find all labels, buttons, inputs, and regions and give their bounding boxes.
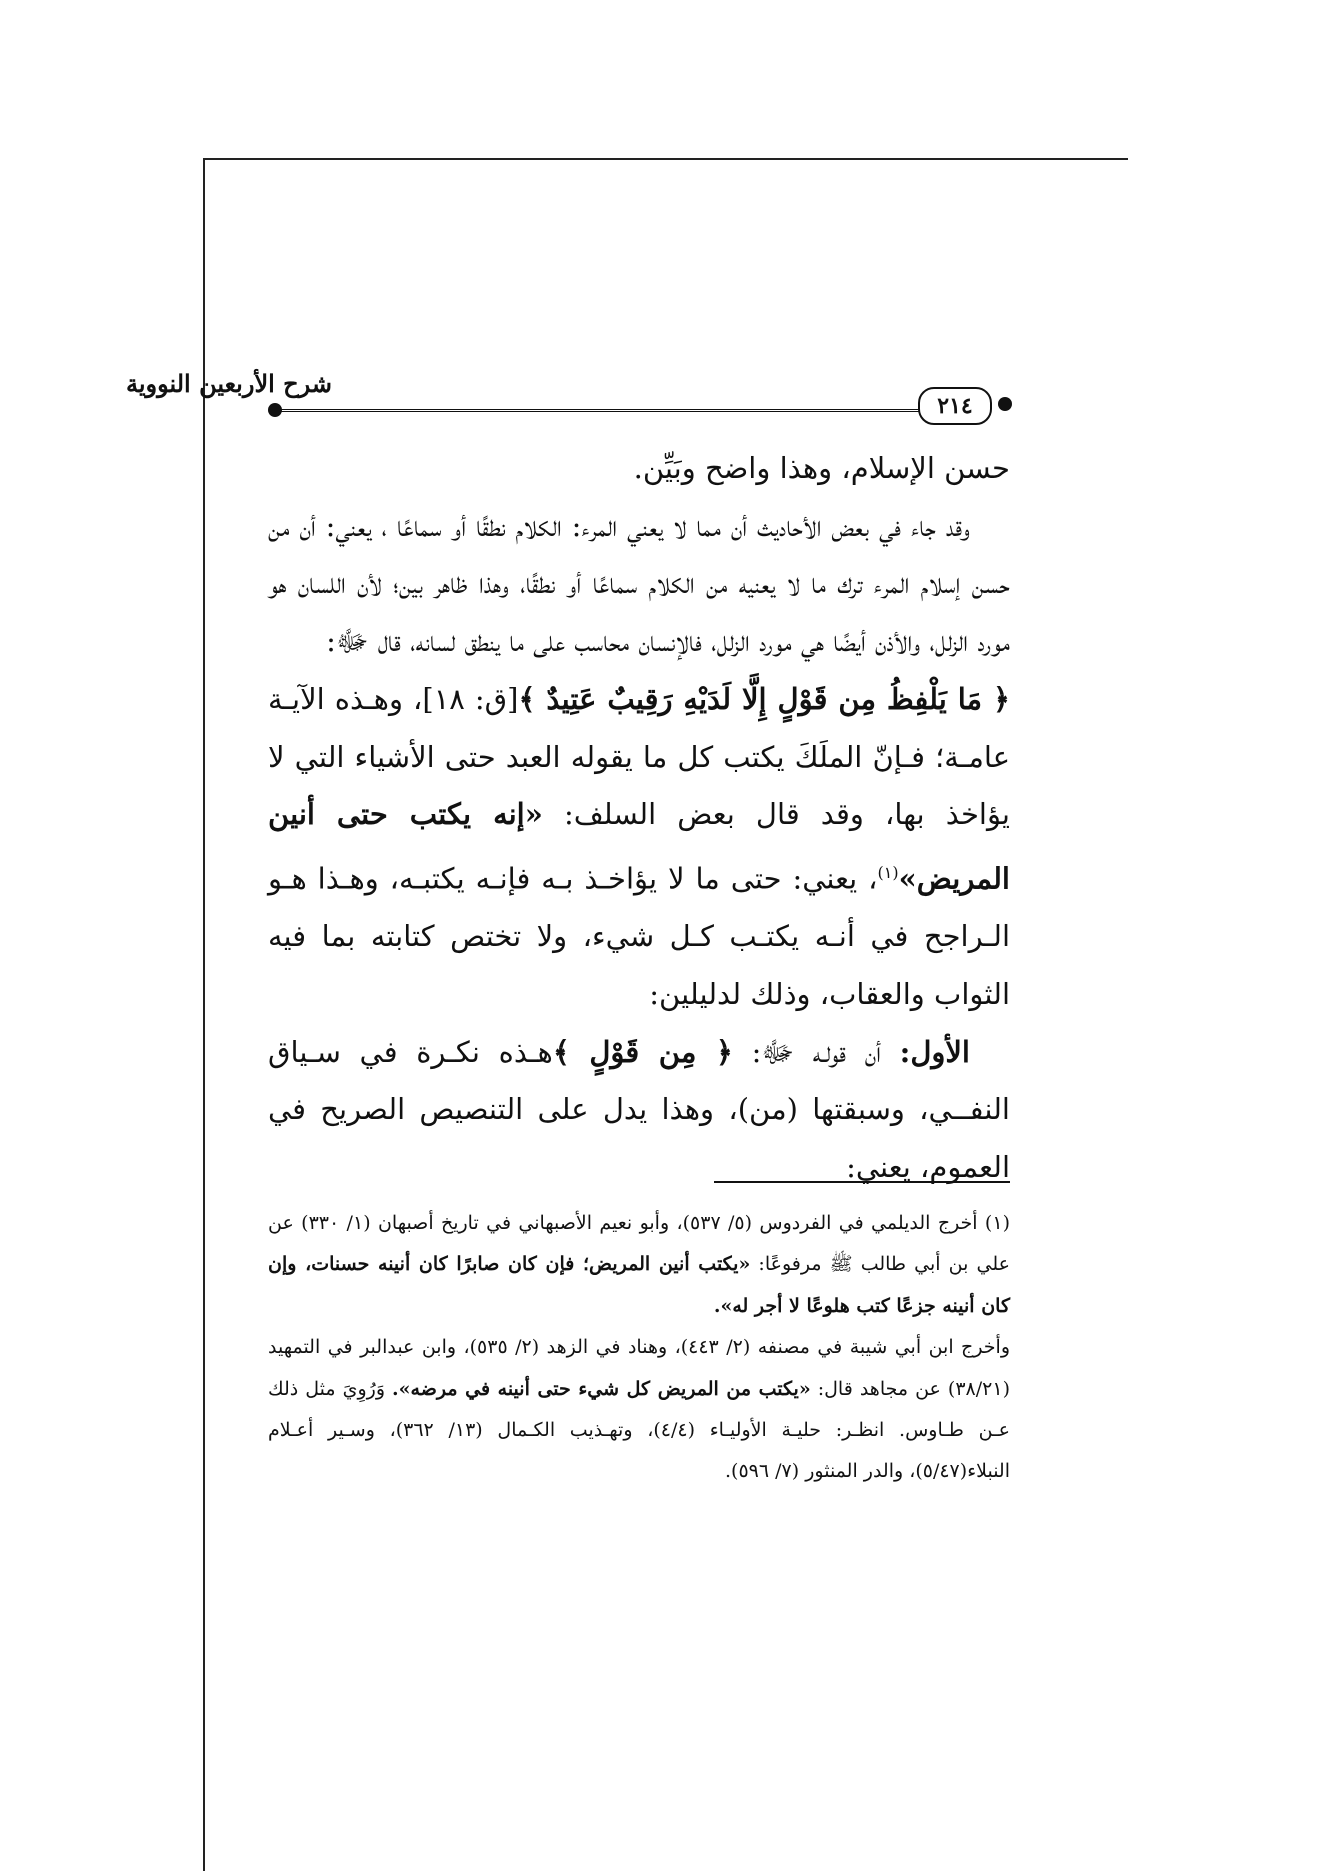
paragraph-2 bbox=[268, 498, 1010, 1024]
footnotes bbox=[268, 1203, 1010, 1493]
salaf-quote: «إنه يكتب حتى أنين المريض» bbox=[268, 797, 1010, 896]
quran-verse: ﴿ مَا يَلْفِظُ مِن قَوْلٍ إِلَّا لَدَيْهِ رَقِيبٌ عَتِيدٌ ﴾ bbox=[518, 681, 1010, 716]
header-rule-right bbox=[780, 409, 920, 412]
book-title: شرح الأربعين النووية bbox=[125, 369, 332, 398]
quran-phrase: ﴿ مِن قَوْلٍ ﴾ bbox=[552, 1034, 733, 1069]
paragraph-1: حسن الإسلام، وهذا واضح وبَيِّن. bbox=[633, 451, 1010, 485]
paragraph-2-end: ، يعني: حتى ما لا يؤاخـذ بـه فإنـه يكتبـه، وهـذا هـو الـراجح في أنـه يكتـب كـل شيء، ولا تختص كتابته بما فيه الثواب والعقاب، وذلك لدليلين: bbox=[268, 861, 1010, 1011]
paragraph-3 bbox=[268, 1024, 1010, 1197]
ornament-dot-right bbox=[998, 397, 1012, 411]
header-rule bbox=[278, 409, 792, 412]
main-text bbox=[268, 440, 1010, 1197]
footnote-divider bbox=[714, 1181, 1010, 1183]
paragraph-2-text: وقد جاء في بعض الأحاديث أن مما لا يعني المرء: الكلام نطقًا أو سماعًا ، يعني: أن من حسن إسلام المرء ترك ما لا يعنيه من الكلام سماعًا أو نطقًا، وهذا ظاهر بين؛ لأن اللسان هو مورد الزلل، والأذن أيضًا هي مورد الزلل، فالإنسان محاسب على ما ينطق لسانه، قال ﷻ: bbox=[268, 508, 1010, 659]
footnote-2-quote: «يكتب من المريض كل شيء حتى أنينه في مرضه». bbox=[392, 1377, 811, 1400]
footnote-1-quote: «يكتب أنين المريض؛ فإن كان صابرًا كان أنينه حسنات، وإن كان أنينه جزعًا كتب هلوعًا لا أجر له». bbox=[268, 1253, 1010, 1317]
page-number: ٢١٤ bbox=[918, 387, 992, 425]
footnote-2-refs: وَرُوِيَ مثل ذلك عـن طـاوس. انظـر: حليـة الأوليـاء (٤/٤)، وتهـذيب الكـمال (١٣/ ٣٦٢)، وسـير أعـلام النبلاء(٥/٤٧)، والدر المنثور (٧/ ٥٩٦). bbox=[268, 1377, 1010, 1483]
footnote-1-text: (١) أخرج الديلمي في الفردوس (٥/ ٥٣٧)، وأبو نعيم الأصبهاني في تاريخ أصبهان (١/ ٣٣٠) عن علي بن أبي طالب ﷺ مرفوعًا: bbox=[268, 1212, 1010, 1276]
paragraph-3-text: هـذه نكـرة في سـياق النفــي، وسبقتها (من)، وهذا يدل على التنصيص الصريح في العموم، يعني: bbox=[268, 1034, 1010, 1185]
first-evidence-label: الأول: bbox=[899, 1034, 970, 1069]
footnote-2-text: وأخرج ابن أبي شيبة في مصنفه (٢/ ٤٤٣)، وهناد في الزهد (٢/ ٥٣٥)، وابن عبدالبر في التمهيد (٣٨/٢١) عن مجاهد قال: bbox=[268, 1336, 1010, 1400]
footnote-ref[interactable]: (١) bbox=[877, 862, 899, 882]
crop-mark-top bbox=[203, 158, 1128, 160]
footnote-1 bbox=[268, 1203, 1010, 1327]
running-header bbox=[125, 365, 1012, 435]
crop-mark-left bbox=[203, 158, 205, 1871]
paragraph-3-start: أن قولـه ﷻ: bbox=[732, 1034, 900, 1069]
verse-continuation: [ق: ١٨]، وهـذه الآيـة عامـة؛ فـإنّ الملَكَ يكتب كل ما يقوله العبد حتى الأشياء التي لا يؤاخذ بها، وقد قال بعض السلف: bbox=[268, 681, 1010, 832]
footnote-2 bbox=[268, 1327, 1010, 1493]
